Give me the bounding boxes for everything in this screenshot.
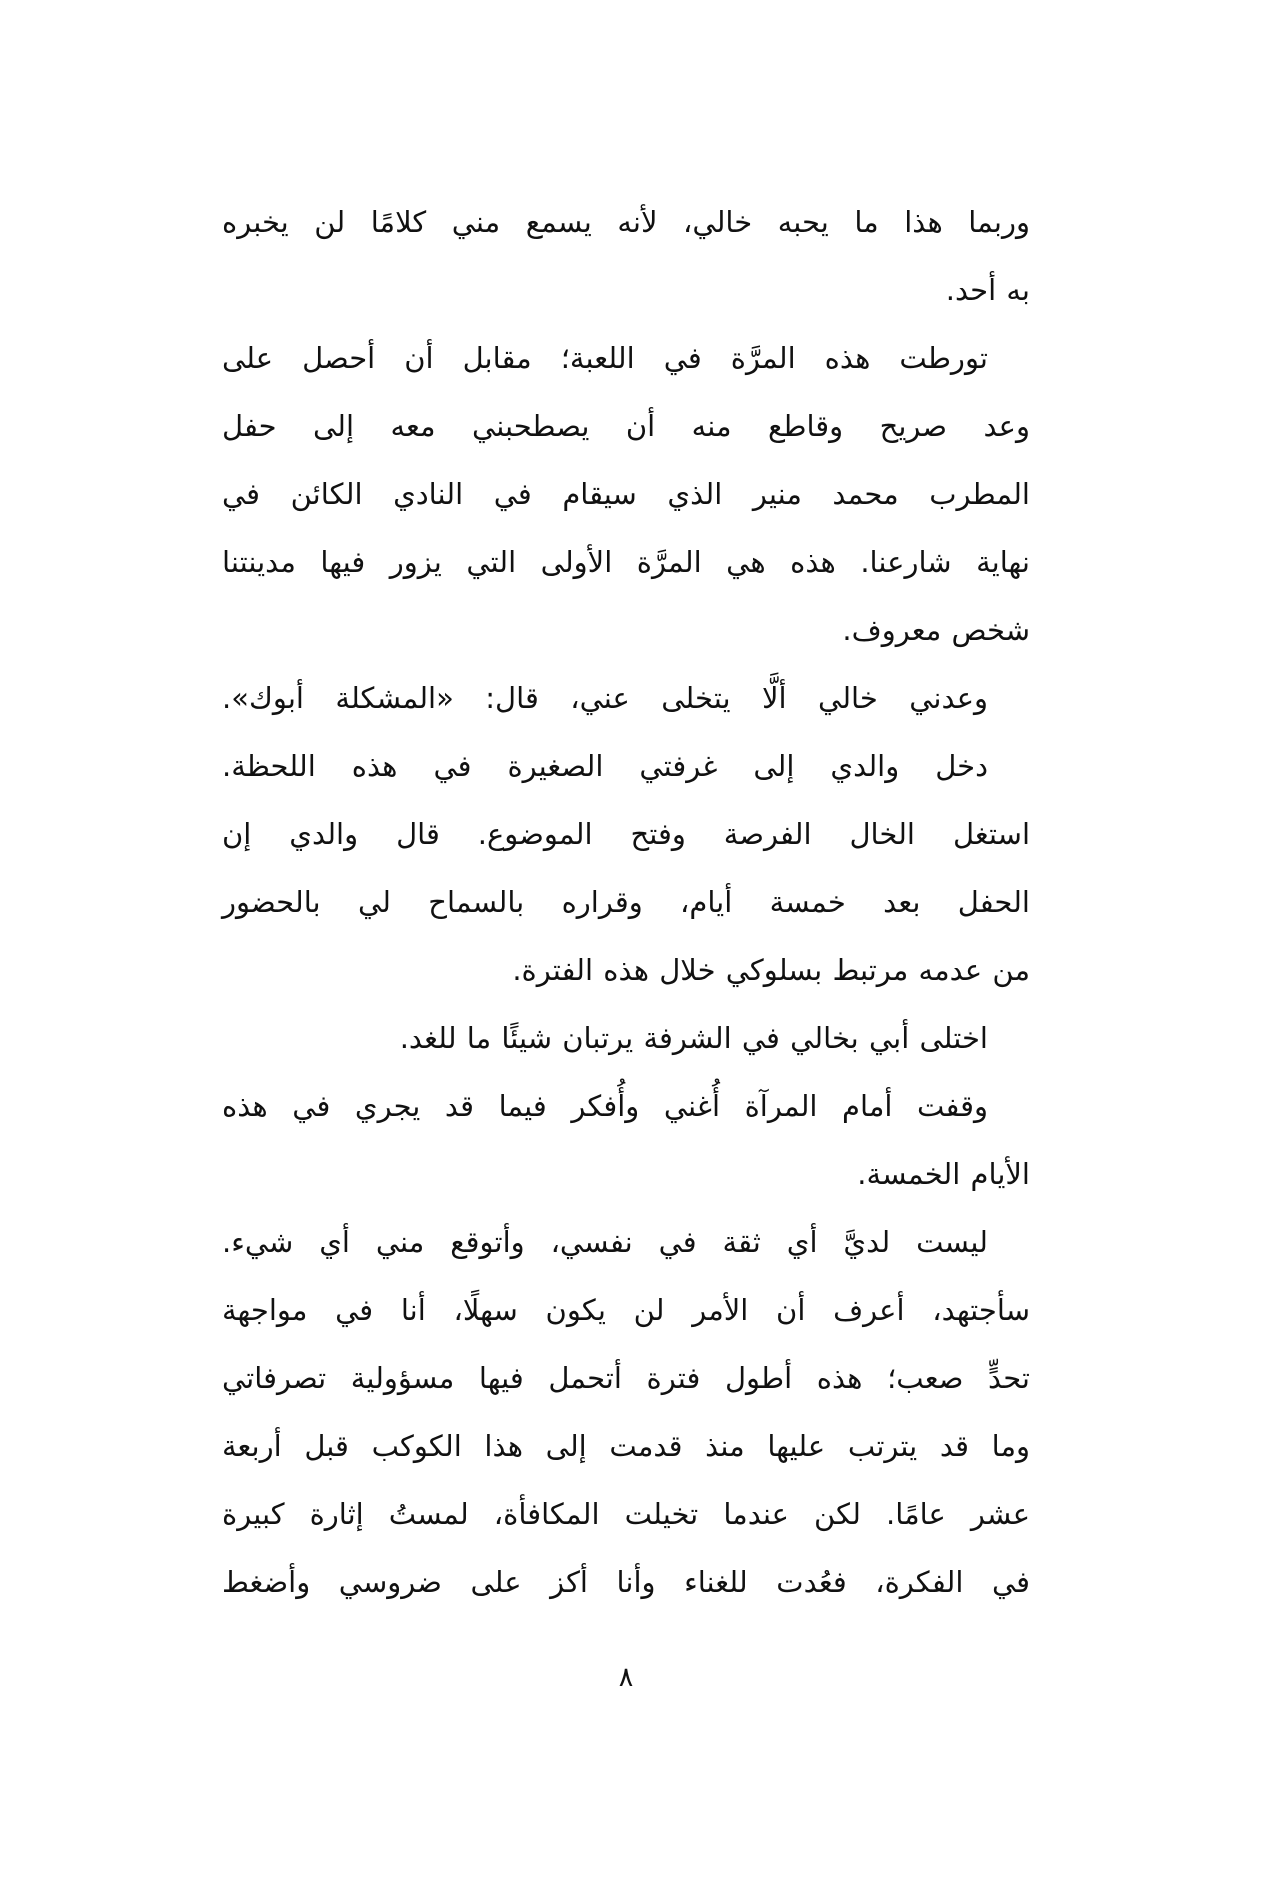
text-line: تحدٍّ صعب؛ هذه أطول فترة أتحمل فيها مسؤولية تصرفاتي [222,1361,1030,1395]
text-line: من عدمه مرتبط بسلوكي خلال هذه الفترة. [512,953,1030,987]
text-line: شخص معروف. [842,613,1030,647]
text-line: عشر عامًا. لكن عندما تخيلت المكافأة، لمستُ إثارة كبيرة [222,1497,1030,1531]
text-line: استغل الخال الفرصة وفتح الموضوع. قال والدي إن [222,817,1030,851]
body-text [222,188,1030,1616]
text-line: الحفل بعد خمسة أيام، وقراره بالسماح لي بالحضور [222,885,1030,919]
text-line: تورطت هذه المرَّة في اللعبة؛ مقابل أن أحصل على [222,341,988,375]
text-line: وعدني خالي ألَّا يتخلى عني، قال: «المشكلة أبوك». [222,681,988,715]
text-line: دخل والدي إلى غرفتي الصغيرة في هذه اللحظة. [222,749,988,783]
text-line: ليست لديَّ أي ثقة في نفسي، وأتوقع مني أي شيء. [222,1225,988,1259]
text-line: وقفت أمام المرآة أُغني وأُفكر فيما قد يجري في هذه [222,1089,988,1123]
text-line: وعد صريح وقاطع منه أن يصطحبني معه إلى حفل [222,409,1030,443]
page-number: ٨ [618,1662,634,1693]
text-line: وربما هذا ما يحبه خالي، لأنه يسمع مني كلامًا لن يخبره [222,205,1030,239]
text-line: وما قد يترتب عليها منذ قدمت إلى هذا الكوكب قبل أربعة [222,1429,1030,1463]
text-line: اختلى أبي بخالي في الشرفة يرتبان شيئًا ما للغد. [399,1021,988,1055]
text-line: الأيام الخمسة. [857,1157,1030,1191]
text-line: به أحد. [945,273,1030,307]
text-line: المطرب محمد منير الذي سيقام في النادي الكائن في [222,477,1030,511]
text-line: سأجتهد، أعرف أن الأمر لن يكون سهلًا، أنا في مواجهة [222,1293,1030,1327]
text-line: نهاية شارعنا. هذه هي المرَّة الأولى التي يزور فيها مدينتنا [222,545,1030,579]
text-line: في الفكرة، فعُدت للغناء وأنا أكز على ضروسي وأضغط [222,1565,1030,1599]
